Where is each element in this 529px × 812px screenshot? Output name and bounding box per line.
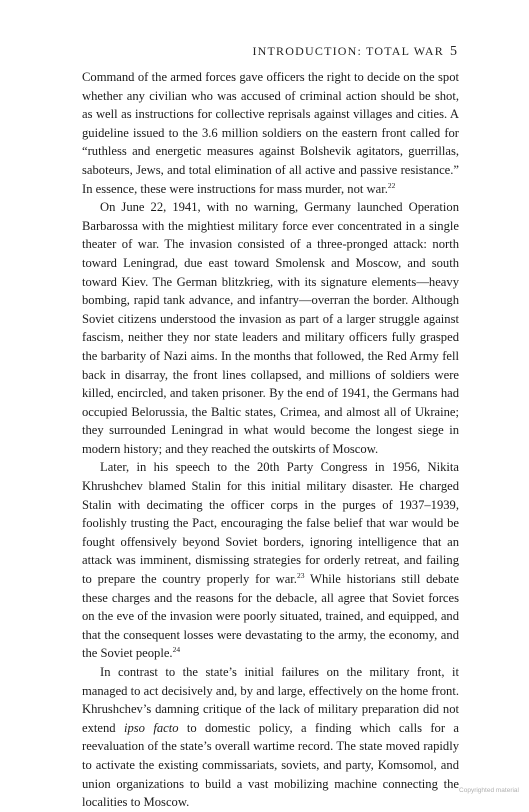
running-title: INTRODUCTION: TOTAL WAR <box>252 44 444 58</box>
paragraph-2 <box>82 198 459 458</box>
paragraph-3 <box>82 458 459 663</box>
copyright-watermark: Copyrighted material <box>459 787 519 794</box>
running-header <box>252 44 457 60</box>
paragraph-text: While historians still debate these charges and the reasons for the debacle, all agree that Soviet forces on the eve of the invasion were poorly situated, trained, and equipped, and that the consequent losses were devastating to the army, the economy, and the Soviet people. <box>82 572 459 661</box>
paragraph-text: Command of the armed forces gave officers the right to decide on the spot whether any civilian who was accused of criminal action should be shot, as well as instructions for collective reprisals against villages and cities. A guideline issued to the 3.6 million soldiers on the eastern front called for “ruthless and energetic measures against Bolshevik agitators, guerrillas, saboteurs, Jews, and total elimination of all active and passive resistance.” In essence, these were instructions for mass murder, not war. <box>82 70 459 196</box>
paragraph-text: On June 22, 1941, with no warning, Germany launched Operation Barbarossa with the mightiest military force ever concentrated in a single theater of war. The invasion consisted of a three-pronged attack: north toward Leningrad, due east toward Smolensk and Moscow, and south toward Kiev. The German blitzkrieg, with its signature elements—heavy bombing, rapid tank advance, and infantry—overran the border. Although Soviet citizens understood the invasion as part of a larger struggle against fascism, neither they nor state leaders and military officers fully grasped the barbarity of Nazi aims. In the months that followed, the Red Army fell back in disarray, the front lines collapsed, and millions of soldiers were killed, encircled, and taken prisoner. By the end of 1941, the Germans had occupied Belorussia, the Baltic states, Crimea, and almost all of Ukraine; they surrounded Leningrad in what would become the longest siege in modern history; and they reached the outskirts of Moscow. <box>82 200 459 456</box>
paragraph-text: In contrast to the state’s initial failures on the military front, it managed to act decisively and, by and large, effectively on the home front. Khrushchev’s damning critique of the lack of military preparation did not extend <box>82 665 459 735</box>
paragraph-1 <box>82 68 459 198</box>
footnote-ref: 24 <box>172 645 181 655</box>
paragraph-4 <box>82 663 459 812</box>
body-text <box>82 68 459 812</box>
italic-term: ipso facto <box>123 720 179 735</box>
paragraph-text: Later, in his speech to the 20th Party Congress in 1956, Nikita Khrushchev blamed Stalin for this initial military disaster. He charged Stalin with decimating the officer corps in the purges of 1937–1939, foolishly trusting the Pact, encouraging the false belief that war would be fought offensively beyond Soviet borders, ignoring intelligence that an attack was imminent, dismissing strategies for orderly retreat, and failing to prepare the country properly for war. <box>82 460 459 587</box>
page-number: 5 <box>450 44 457 59</box>
footnote-ref: 23 <box>296 570 305 580</box>
footnote-ref: 22 <box>387 180 396 190</box>
paragraph-text: to domestic policy, a finding which calls for a reevaluation of the state’s overall wartime record. The state moved rapidly to activate the existing commissariats, soviets, and party, Komsomol, and union organizations to build a vast mobilizing machine connecting the localities to Moscow. <box>82 720 460 810</box>
